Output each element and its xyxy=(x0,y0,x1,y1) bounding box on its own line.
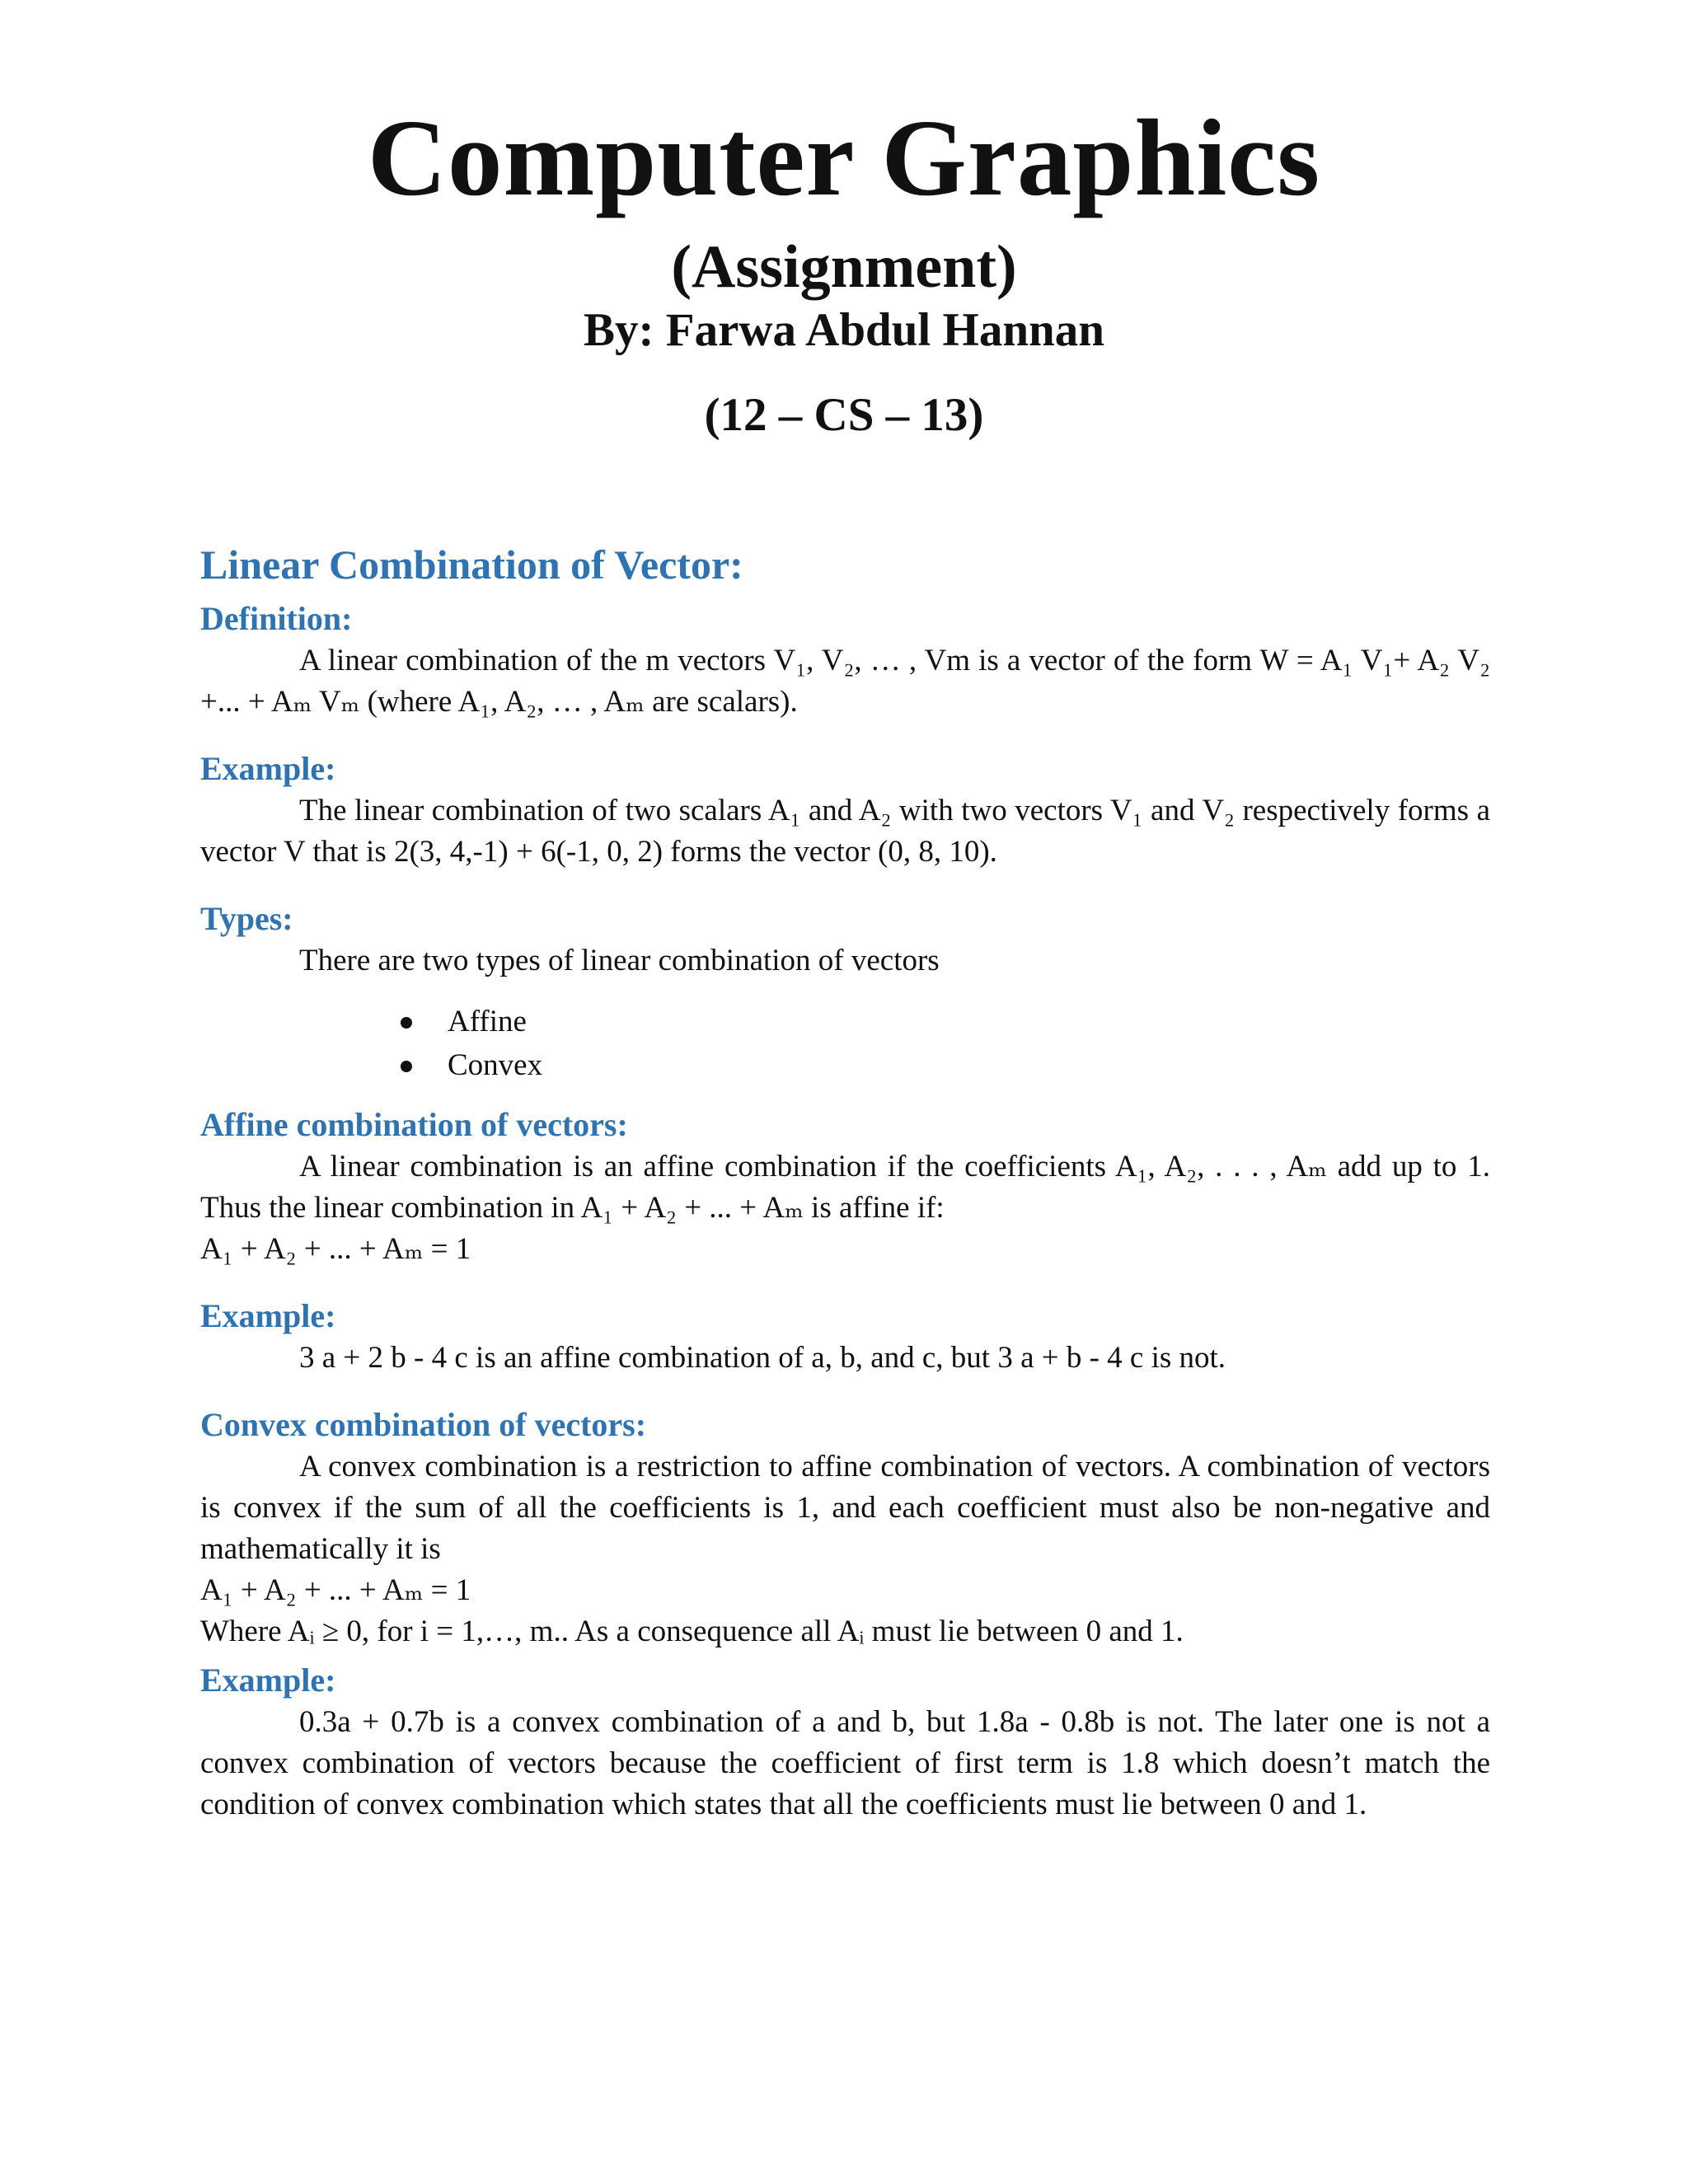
affine-heading: Affine combination of vectors: xyxy=(200,1106,628,1143)
document-body xyxy=(200,540,1490,1825)
example-heading: Example: xyxy=(200,1297,336,1334)
definition-heading: Definition: xyxy=(200,600,353,637)
types-list xyxy=(200,1000,1490,1087)
document-title: Computer Graphics xyxy=(367,96,1321,218)
affine-formula: A₁ + A₂ + ... + Aₘ = 1 xyxy=(200,1232,471,1266)
affine-text: A linear combination is an affine combination if the coefficients A₁, A₂, . . . , Aₘ add up to 1. Thus the linear combination in A₁ + A₂ + ... + Aₘ is affine if: xyxy=(200,1150,1490,1225)
definition-text: A linear combination of the m vectors V₁, V₂, … , Vm is a vector of the form W = A₁ V₁+ A₂ V₂ +... + Aₘ Vₘ (where A₁, A₂, … , Aₘ are scalars). xyxy=(200,644,1490,719)
author-line: By: Farwa Abdul Hannan xyxy=(584,304,1104,356)
example-text: 0.3a + 0.7b is a convex combination of a and b, but 1.8a - 0.8b is not. The later one is not a convex combination of vectors because the coefficient of first term is 1.8 which doesn’t match the condition of convex combination which states that all the coefficients must lie between 0 and 1. xyxy=(200,1705,1490,1821)
list-item: Affine xyxy=(200,1000,1490,1043)
list-item: Convex xyxy=(200,1043,1490,1087)
example-text: 3 a + 2 b - 4 c is an affine combination of a, b, and c, but 3 a + b - 4 c is not. xyxy=(299,1341,1226,1375)
convex-heading: Convex combination of vectors: xyxy=(200,1406,647,1443)
document-subtitle: (Assignment) xyxy=(671,233,1017,301)
convex-condition: Where Aᵢ ≥ 0, for i = 1,…, m.. As a consequence all Aᵢ must lie between 0 and 1. xyxy=(200,1615,1184,1648)
example-text: The linear combination of two scalars A₁ and A₂ with two vectors V₁ and V₂ respectively forms a vector V that is 2(3, 4,-1) + 6(-1, 0, 2) forms the vector (0, 8, 10). xyxy=(200,794,1490,869)
convex-text: A convex combination is a restriction to affine combination of vectors. A combination of vectors is convex if the sum of all the coefficients is 1, and each coefficient must also be non-negative and mathematically it is xyxy=(200,1450,1490,1566)
section-heading: Linear Combination of Vector: xyxy=(200,541,743,588)
types-heading: Types: xyxy=(200,900,293,937)
convex-formula: A₁ + A₂ + ... + Aₘ = 1 xyxy=(200,1573,471,1607)
roll-number: (12 – CS – 13) xyxy=(704,389,984,441)
types-intro: There are two types of linear combination of vectors xyxy=(299,944,940,977)
example-heading: Example: xyxy=(200,1661,336,1699)
example-heading: Example: xyxy=(200,750,336,787)
